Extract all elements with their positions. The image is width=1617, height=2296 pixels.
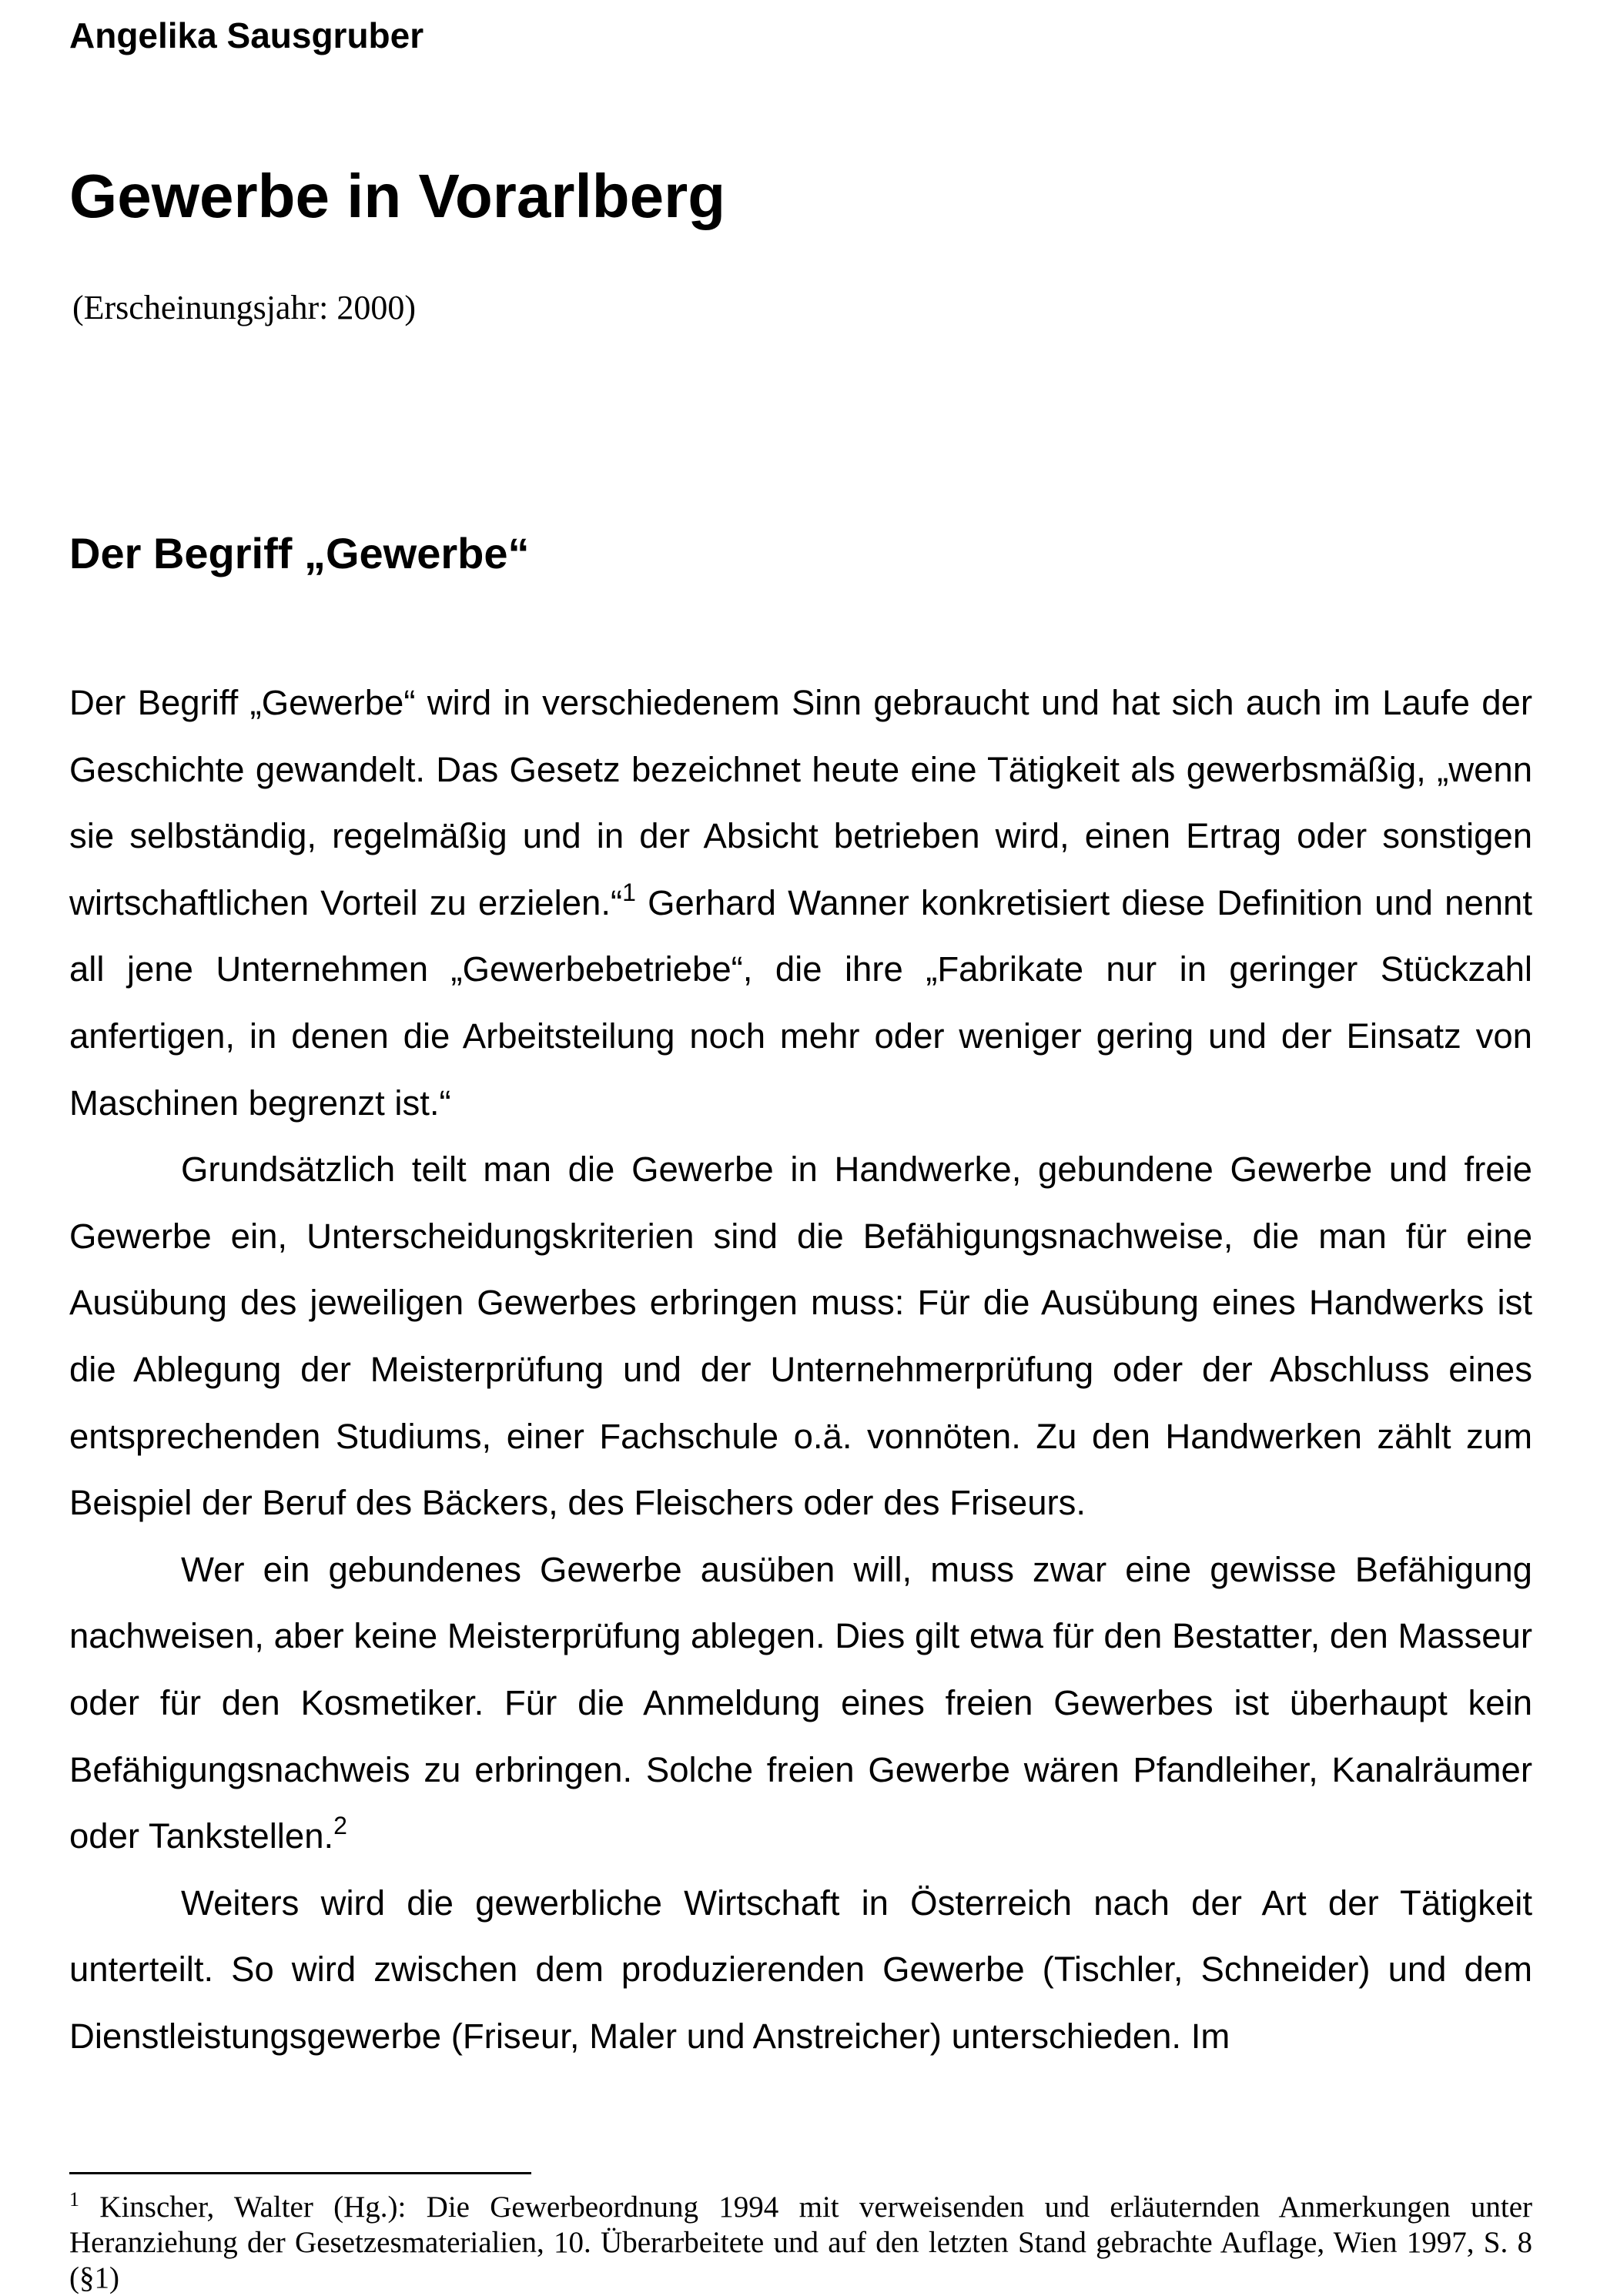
paragraph-4: Weiters wird die gewerbliche Wirtschaft in Österreich nach der Art der Tätigkeit unterteilt. So wird zwischen dem produzierenden Gewerbe (Tischler, Schneider) und dem Dienstleistungsgewerbe (Friseur, Maler und Anstreicher) unterschieden. Im xyxy=(69,1883,1532,2056)
paragraph-2: Grundsätzlich teilt man die Gewerbe in Handwerke, gebundene Gewerbe und freie Gewerbe ein, Unterscheidungskriterien sind die Befähigungsnachweise, die man für eine Ausübung des jeweiligen Gewerbes erbringen muss: Für die Ausübung eines Handwerks ist die Ablegung der Meisterprüfung und der Unternehmerprüfung oder der Abschluss eines entsprechenden Studiums, einer Fachschule o.ä. vonnöten. Zu den Handwerken zählt zum Beispiel der Beruf des Bäckers, des Fleischers oder des Friseurs. xyxy=(69,1150,1532,1523)
footnote-number: 1 xyxy=(69,2188,79,2211)
footnote-reference[interactable]: 1 xyxy=(622,878,636,906)
paragraph-text: Der Begriff „Gewerbe“ wird in verschiedenem Sinn gebraucht und hat sich auch im Laufe der Geschichte gewandelt. Das Gesetz bezeichnet heute eine Tätigkeit als gewerbsmäßig, „wenn sie selbständig, regelmäßig und in der Absicht betrieben wird, einen Ertrag oder sonstigen wirtschaftlichen Vorteil zu erzielen.“ xyxy=(69,683,1532,922)
body-text xyxy=(69,670,1532,2070)
document-title: Gewerbe in Vorarlberg xyxy=(69,162,726,230)
footnote-text: Kinscher, Walter (Hg.): Die Gewerbeordnung 1994 mit verweisenden und erläuternden Anmerkungen unter Heranziehung der Gesetzesmaterialien, 10. Überarbeitete und auf den letzten Stand gebrachte Auflage, Wien 1997, S. 8 (§1) xyxy=(69,2191,1532,2294)
paragraph-text: Wer ein gebundenes Gewerbe ausüben will, muss zwar eine gewisse Befähigung nachweisen, aber keine Meisterprüfung ablegen. Dies gilt etwa für den Bestatter, den Masseur oder für den Kosmetiker. Für die Anmeldung eines freien Gewerbes ist überhaupt kein Befähigungsnachweis zu erbringen. Solche freien Gewerbe wären Pfandleiher, Kanalräumer oder Tankstellen. xyxy=(69,1549,1532,1856)
footnote-reference[interactable]: 2 xyxy=(333,1811,347,1839)
publication-year: (Erscheinungsjahr: 2000) xyxy=(72,289,416,326)
author-name: Angelika Sausgruber xyxy=(69,15,424,55)
footnote-1 xyxy=(69,2190,1532,2296)
footnote-divider xyxy=(69,2172,531,2174)
paragraph-3 xyxy=(69,1537,1532,1870)
section-heading: Der Begriff „Gewerbe“ xyxy=(69,529,530,577)
paragraph-text: Gerhard Wanner konkretisiert diese Definition und nennt all jene Unternehmen „Gewerbebetriebe“, die ihre „Fabrikate nur in geringer Stückzahl anfertigen, in denen die Arbeitsteilung noch mehr oder weniger gering und der Einsatz von Maschinen begrenzt ist.“ xyxy=(69,882,1532,1123)
footnotes xyxy=(69,2190,1532,2296)
paragraph-1 xyxy=(69,670,1532,1136)
